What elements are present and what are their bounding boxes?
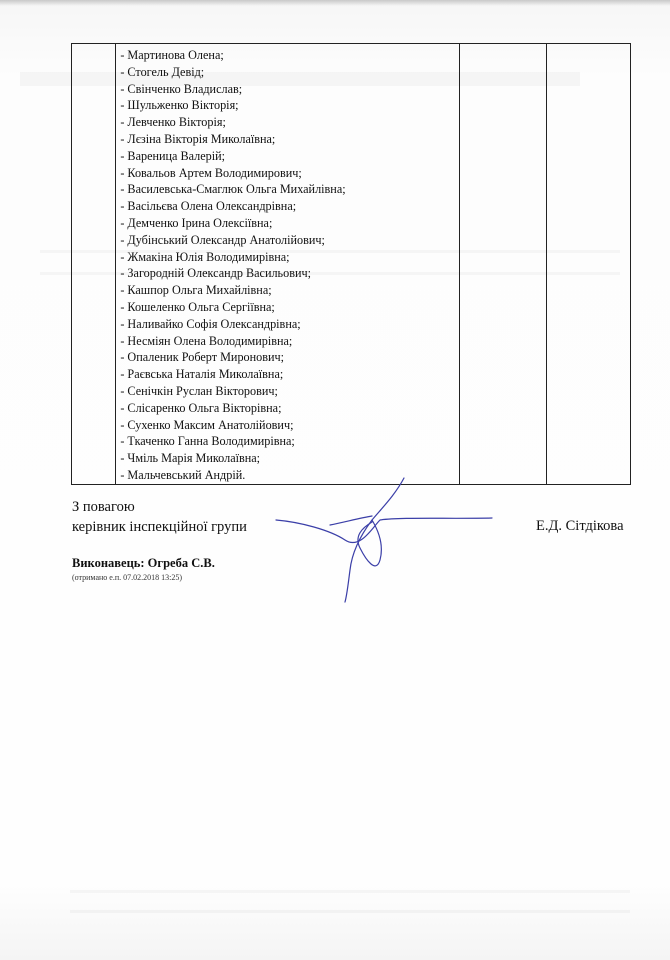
signer-name: Е.Д. Сітдікова bbox=[536, 518, 624, 534]
list-item: - Кошеленко Ольга Сергіївна; bbox=[120, 299, 275, 314]
list-item: - Вареница Валерій; bbox=[120, 148, 226, 163]
position-text: керівник інспекційної групи bbox=[72, 519, 247, 535]
list-item: - Слісаренко Ольга Вікторівна; bbox=[120, 400, 282, 415]
list-item: - Наливайко Софія Олександрівна; bbox=[120, 316, 301, 331]
list-item: - Жмакіна Юлія Володимирівна; bbox=[120, 249, 290, 264]
list-item: - Свінченко Владислав; bbox=[120, 81, 243, 96]
list-item: - Несміян Олена Володимирівна; bbox=[120, 333, 293, 348]
list-item: - Сенічкін Руслан Вікторович; bbox=[120, 383, 278, 398]
executor-text: Виконавець: Огреба С.В. bbox=[72, 556, 215, 570]
list-item: - Мальчевський Андрій. bbox=[120, 467, 246, 482]
list-item: - Демченко Ірина Олексіївна; bbox=[120, 215, 273, 230]
list-item: - Чміль Марія Миколаївна; bbox=[120, 451, 261, 466]
list-item: - Дубінський Олександр Анатолійович; bbox=[120, 232, 325, 247]
list-item: - Стогель Девід; bbox=[120, 64, 205, 79]
list-item: - Василевська-Смаглюк Ольга Михайлівна; bbox=[120, 182, 346, 197]
list-item: - Ткаченко Ганна Володимирівна; bbox=[120, 434, 295, 449]
list-item: - Раєвська Наталія Миколаївна; bbox=[120, 367, 284, 382]
list-item: - Сухенко Максим Анатолійович; bbox=[120, 417, 294, 432]
list-item: - Ковальов Артем Володимирович; bbox=[120, 165, 302, 180]
received-note: (отримано е.п. 07.02.2018 13:25) bbox=[72, 573, 182, 582]
list-item: - Лєзіна Вікторія Миколаївна; bbox=[120, 131, 276, 146]
list-item: - Васільєва Олена Олександрівна; bbox=[120, 199, 297, 214]
list-item: - Загородній Олександр Васильович; bbox=[120, 266, 311, 281]
list-item: - Мартинова Олена; bbox=[120, 48, 224, 62]
list-item: - Опаленик Роберт Миронович; bbox=[120, 350, 285, 365]
list-item: - Левченко Вікторія; bbox=[120, 115, 226, 130]
list-item: - Шульженко Вікторія; bbox=[120, 98, 239, 113]
list-item: - Кашпор Ольга Михайлівна; bbox=[120, 283, 272, 298]
regards-text: З повагою bbox=[72, 499, 135, 515]
